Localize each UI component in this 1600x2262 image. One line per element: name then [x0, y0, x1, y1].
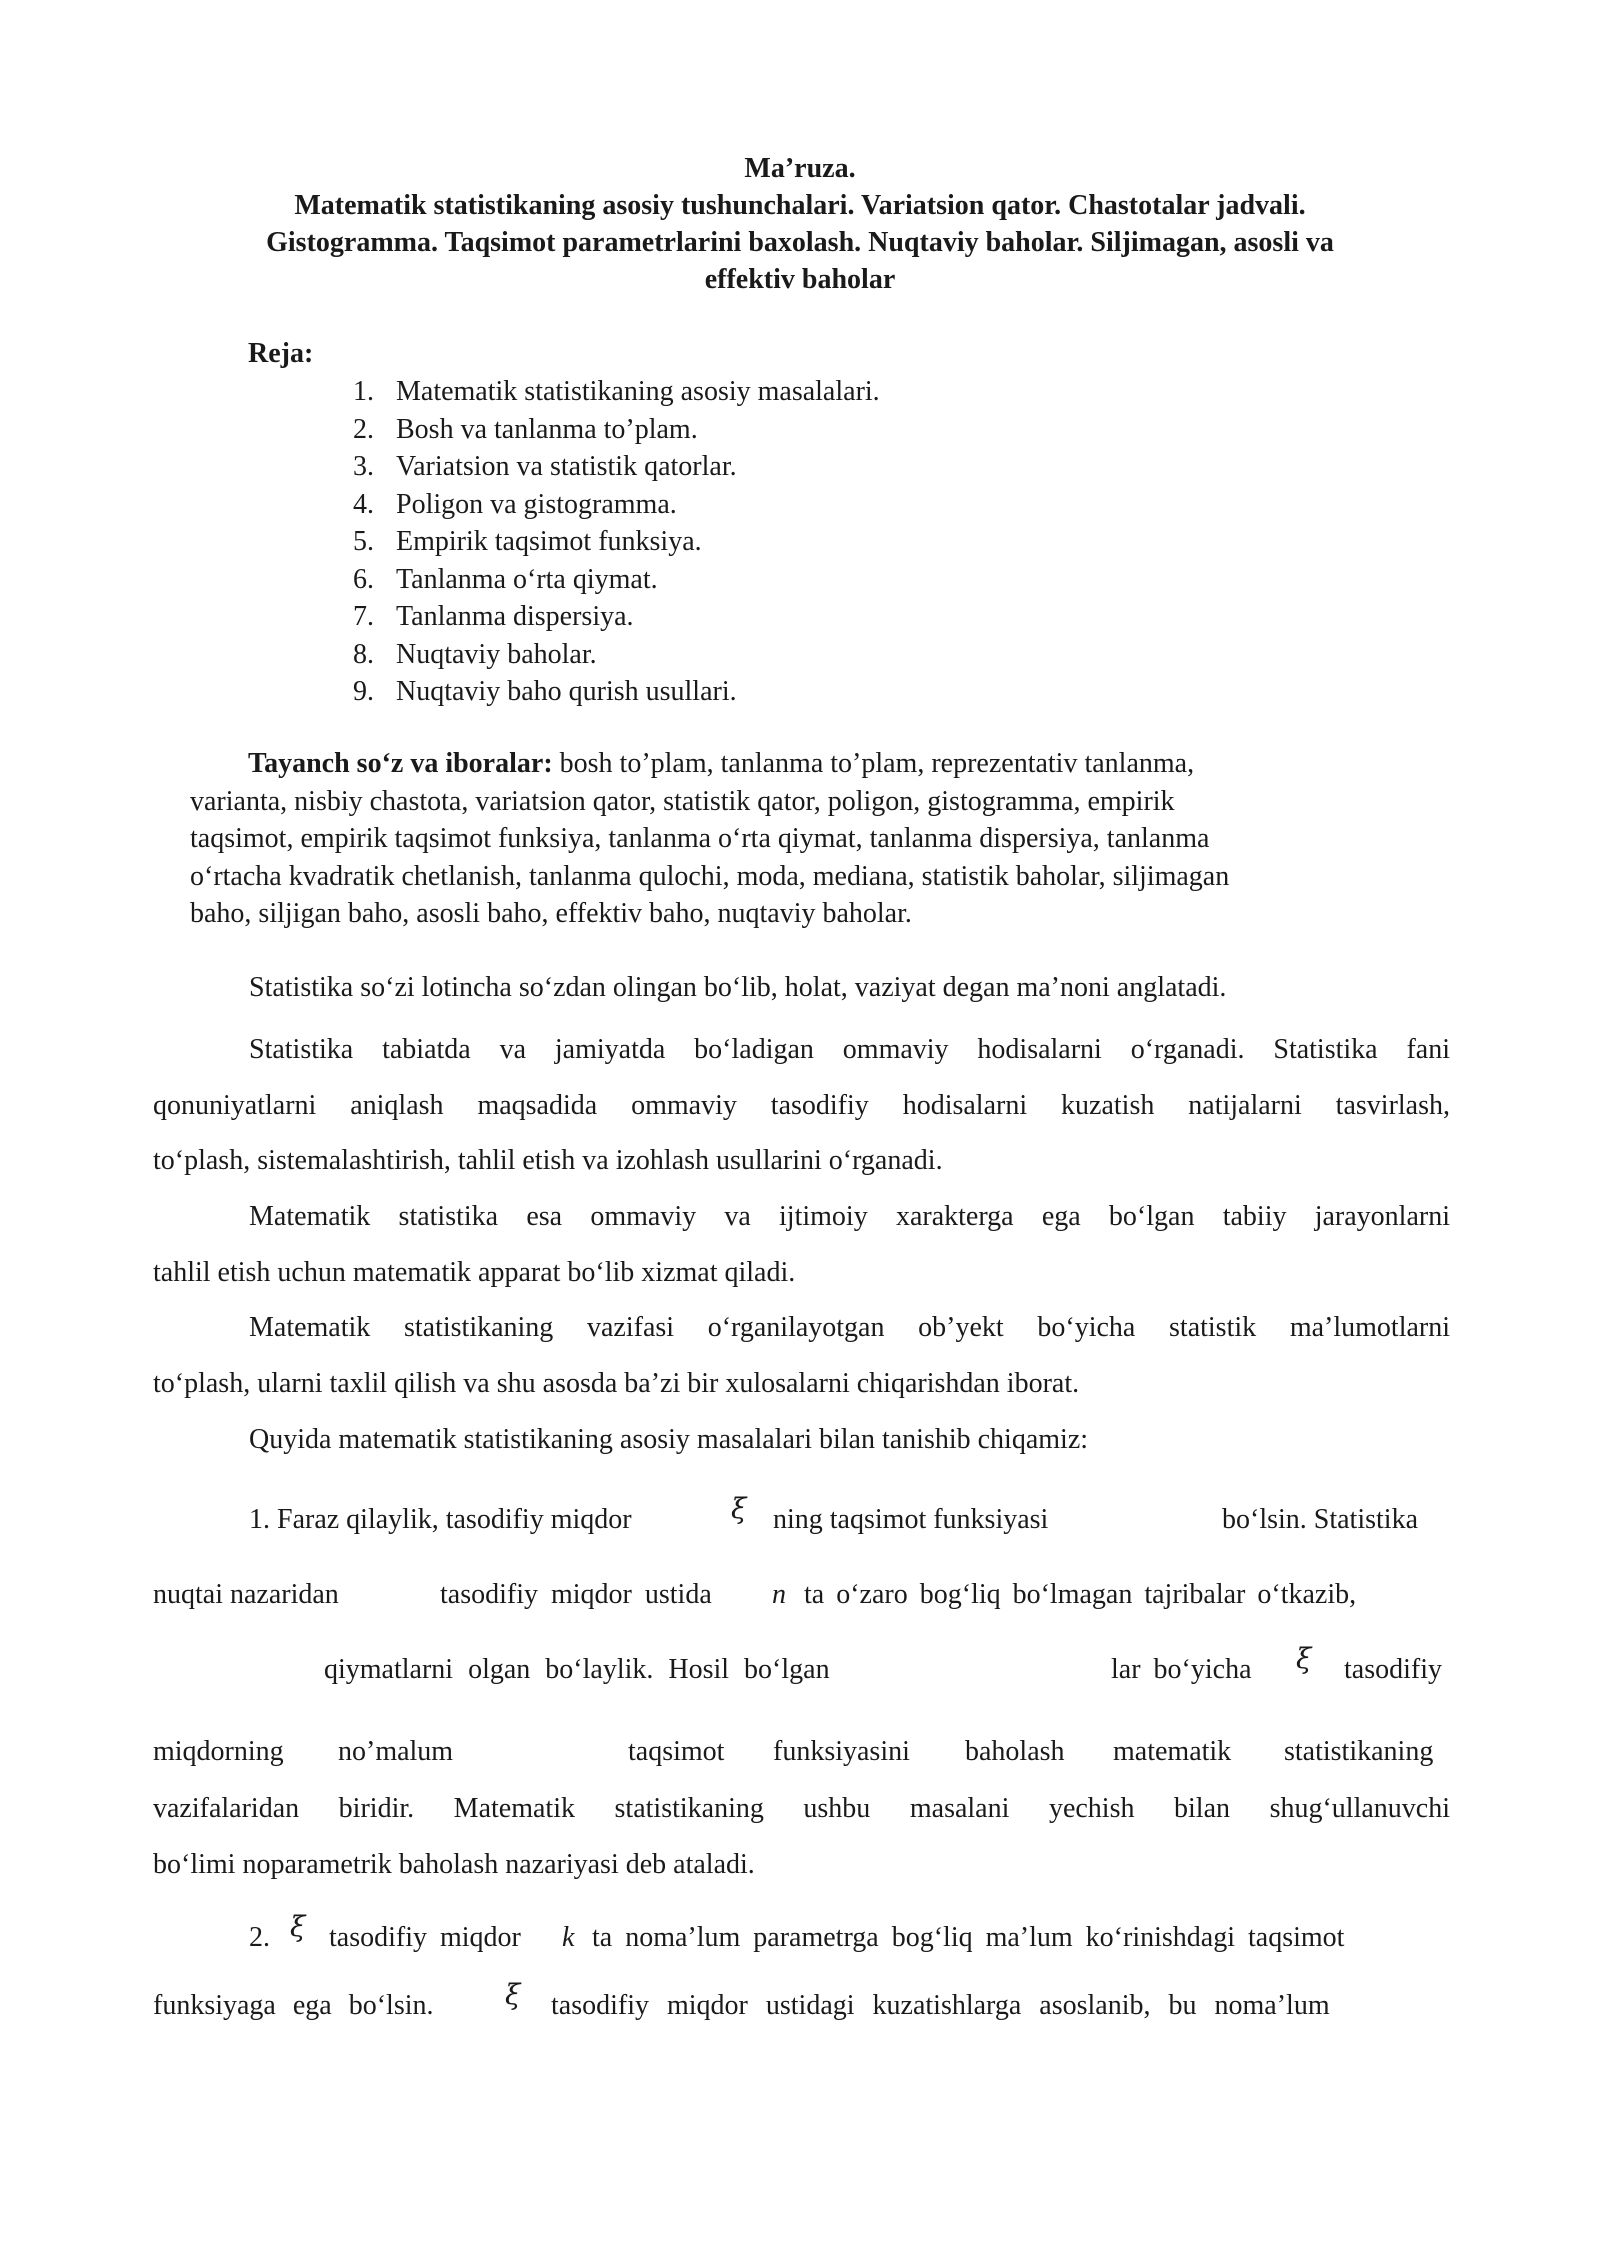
variable-k: k	[562, 1922, 575, 1953]
keywords-text: bosh to’plam, tanlanma to’plam, reprezentativ tanlanma,	[552, 748, 1195, 779]
text-fragment: tasodifiy miqdor	[329, 1922, 521, 1953]
text-fragment: tasodifiy miqdor ustidagi kuzatishlarga asoslanib, bu noma’lum	[551, 1990, 1330, 2021]
plan-item	[340, 673, 880, 711]
text-fragment: miqdorning	[153, 1736, 284, 1767]
text-fragment: funksiyasini	[773, 1736, 910, 1767]
xi-symbol: ξ	[1296, 1642, 1312, 1675]
plan-item-number: 7.	[353, 601, 374, 632]
plan-item	[340, 486, 880, 524]
plan-item-text: Poligon va gistogramma.	[396, 488, 677, 520]
text-fragment: statistikaning	[1284, 1736, 1434, 1767]
keywords-line	[190, 745, 1410, 783]
keywords-line: baho, siljigan baho, asosli baho, effektiv baho, nuqtaviy baholar.	[190, 898, 912, 929]
text-fragment: bo‘lsin. Statistika	[1222, 1504, 1418, 1535]
plan-list	[340, 373, 880, 711]
paragraph-line: bo‘limi noparametrik baholash nazariyasi deb ataladi.	[153, 1848, 755, 1880]
paragraph	[153, 1781, 1450, 1892]
text-fragment: 1. Faraz qilaylik, tasodifiy miqdor	[249, 1504, 632, 1535]
title-line: Gistogramma. Taqsimot parametrlarini baxolash. Nuqtaviy baholar. Siljimagan, asosli va	[266, 227, 1334, 258]
paragraph-line: to‘plash, ularni taxlil qilish va shu asosda ba’zi bir xulosalarni chiqarishdan iborat.	[153, 1367, 1080, 1399]
lecture-title	[150, 150, 1450, 298]
plan-item-number: 1.	[353, 376, 374, 407]
xi-symbol: ξ	[505, 1978, 521, 2011]
title-line: Matematik statistikaning asosiy tushunchalari. Variatsion qator. Chastotalar jadvali.	[294, 190, 1306, 221]
plan-item-text: Variatsion va statistik qatorlar.	[396, 451, 737, 482]
paragraph-line: Statistika so‘zi lotincha so‘zdan olingan bo‘lib, holat, vaziyat degan ma’noni anglatadi.	[249, 972, 1227, 1003]
paragraph-line: qonuniyatlarni aniqlash maqsadida ommaviy tasodifiy hodisalarni kuzatish natijalarni tasvirlash,	[153, 1089, 1450, 1121]
plan-item-number: 8.	[353, 638, 374, 670]
paragraph	[153, 1189, 1450, 1300]
paragraph-line: Statistika tabiatda va jamiyatda bo‘ladigan ommaviy hodisalarni o‘rganadi. Statistika fani	[249, 1034, 1450, 1065]
text-fragment: ta noma’lum parametrga bog‘liq ma’lum ko‘rinishdagi taqsimot	[592, 1922, 1345, 1953]
text-fragment: baholash	[965, 1736, 1065, 1767]
paragraph	[153, 1300, 1450, 1411]
plan-item-text: Bosh va tanlanma to’plam.	[396, 413, 698, 445]
keywords-line: taqsimot, empirik taqsimot funksiya, tanlanma o‘rta qiymat, tanlanma dispersiya, tanlanma	[190, 823, 1210, 854]
xi-symbol: ξ	[731, 1492, 747, 1525]
plan-item-number: 9.	[353, 676, 374, 707]
plan-item-text: Tanlanma dispersiya.	[396, 601, 634, 632]
plan-item	[340, 598, 880, 636]
plan-item-text: Nuqtaviy baholar.	[396, 638, 597, 670]
plan-item-text: Matematik statistikaning asosiy masalalari.	[396, 376, 880, 407]
text-fragment: tasodifiy miqdor ustida	[440, 1579, 712, 1610]
text-fragment: tasodifiy	[1344, 1654, 1442, 1685]
paragraph-line: Quyida matematik statistikaning asosiy masalalari bilan tanishib chiqamiz:	[249, 1424, 1089, 1455]
paragraph-line: vazifalaridan biridir. Matematik statistikaning ushbu masalani yechish bilan shug‘ullanuvchi	[153, 1793, 1450, 1824]
xi-symbol: ξ	[290, 1910, 306, 1943]
plan-heading: Reja:	[248, 338, 314, 369]
plan-item-number: 6.	[353, 563, 374, 595]
plan-item	[340, 373, 880, 411]
text-fragment: nuqtai nazaridan	[153, 1579, 339, 1610]
plan-item	[340, 448, 880, 486]
paragraph	[153, 1424, 1450, 1456]
plan-item-number: 5.	[353, 526, 374, 557]
text-fragment: qiymatlarni olgan bo‘laylik. Hosil bo‘lgan	[324, 1654, 830, 1685]
paragraph-line: Matematik statistika esa ommaviy va ijtimoiy xarakterga ega bo‘lgan tabiiy jarayonlarni	[249, 1201, 1450, 1232]
plan-item	[340, 411, 880, 449]
paragraph-line: Matematik statistikaning vazifasi o‘rganilayotgan ob’yekt bo‘yicha statistik ma’lumotlarni	[249, 1312, 1450, 1343]
problem1-line	[249, 1504, 632, 1536]
plan-item	[340, 636, 880, 674]
keywords-block	[190, 745, 1410, 933]
plan-item-number: 3.	[353, 451, 374, 482]
title-line: Ma’ruza.	[744, 153, 856, 184]
plan-item-text: Nuqtaviy baho qurish usullari.	[396, 676, 737, 707]
text-fragment: matematik	[1113, 1736, 1232, 1767]
plan-item-text: Tanlanma o‘rta qiymat.	[396, 563, 658, 595]
text-fragment: funksiyaga ega bo‘lsin.	[153, 1990, 434, 2021]
keywords-line: o‘rtacha kvadratik chetlanish, tanlanma qulochi, moda, mediana, statistik baholar, siljimagan	[190, 860, 1230, 892]
paragraph	[153, 972, 1450, 1004]
title-line: effektiv baholar	[704, 264, 896, 295]
plan-item	[340, 561, 880, 599]
text-fragment: 2.	[249, 1922, 270, 1953]
plan-item-text: Empirik taqsimot funksiya.	[396, 526, 702, 557]
variable-n: n	[772, 1579, 786, 1610]
plan-item-number: 4.	[353, 488, 374, 520]
plan-item	[340, 523, 880, 561]
text-fragment: ning taqsimot funksiyasi	[773, 1504, 1049, 1535]
paragraph-line: tahlil etish uchun matematik apparat bo‘lib xizmat qiladi.	[153, 1256, 796, 1288]
keywords-line: varianta, nisbiy chastota, variatsion qator, statistik qator, poligon, gistogramma, empirik	[190, 785, 1175, 817]
text-fragment: ta o‘zaro bog‘liq bo‘lmagan tajribalar o‘tkazib,	[804, 1579, 1357, 1610]
plan-item-number: 2.	[353, 413, 374, 445]
text-fragment: no’malum	[338, 1736, 454, 1767]
text-fragment: taqsimot	[628, 1736, 725, 1767]
paragraph-line: to‘plash, sistemalashtirish, tahlil etish va izohlash usullarini o‘rganadi.	[153, 1145, 943, 1176]
text-fragment: lar bo‘yicha	[1111, 1654, 1252, 1685]
keywords-label: Tayanch so‘z va iboralar:	[248, 748, 553, 779]
paragraph	[153, 1022, 1450, 1189]
